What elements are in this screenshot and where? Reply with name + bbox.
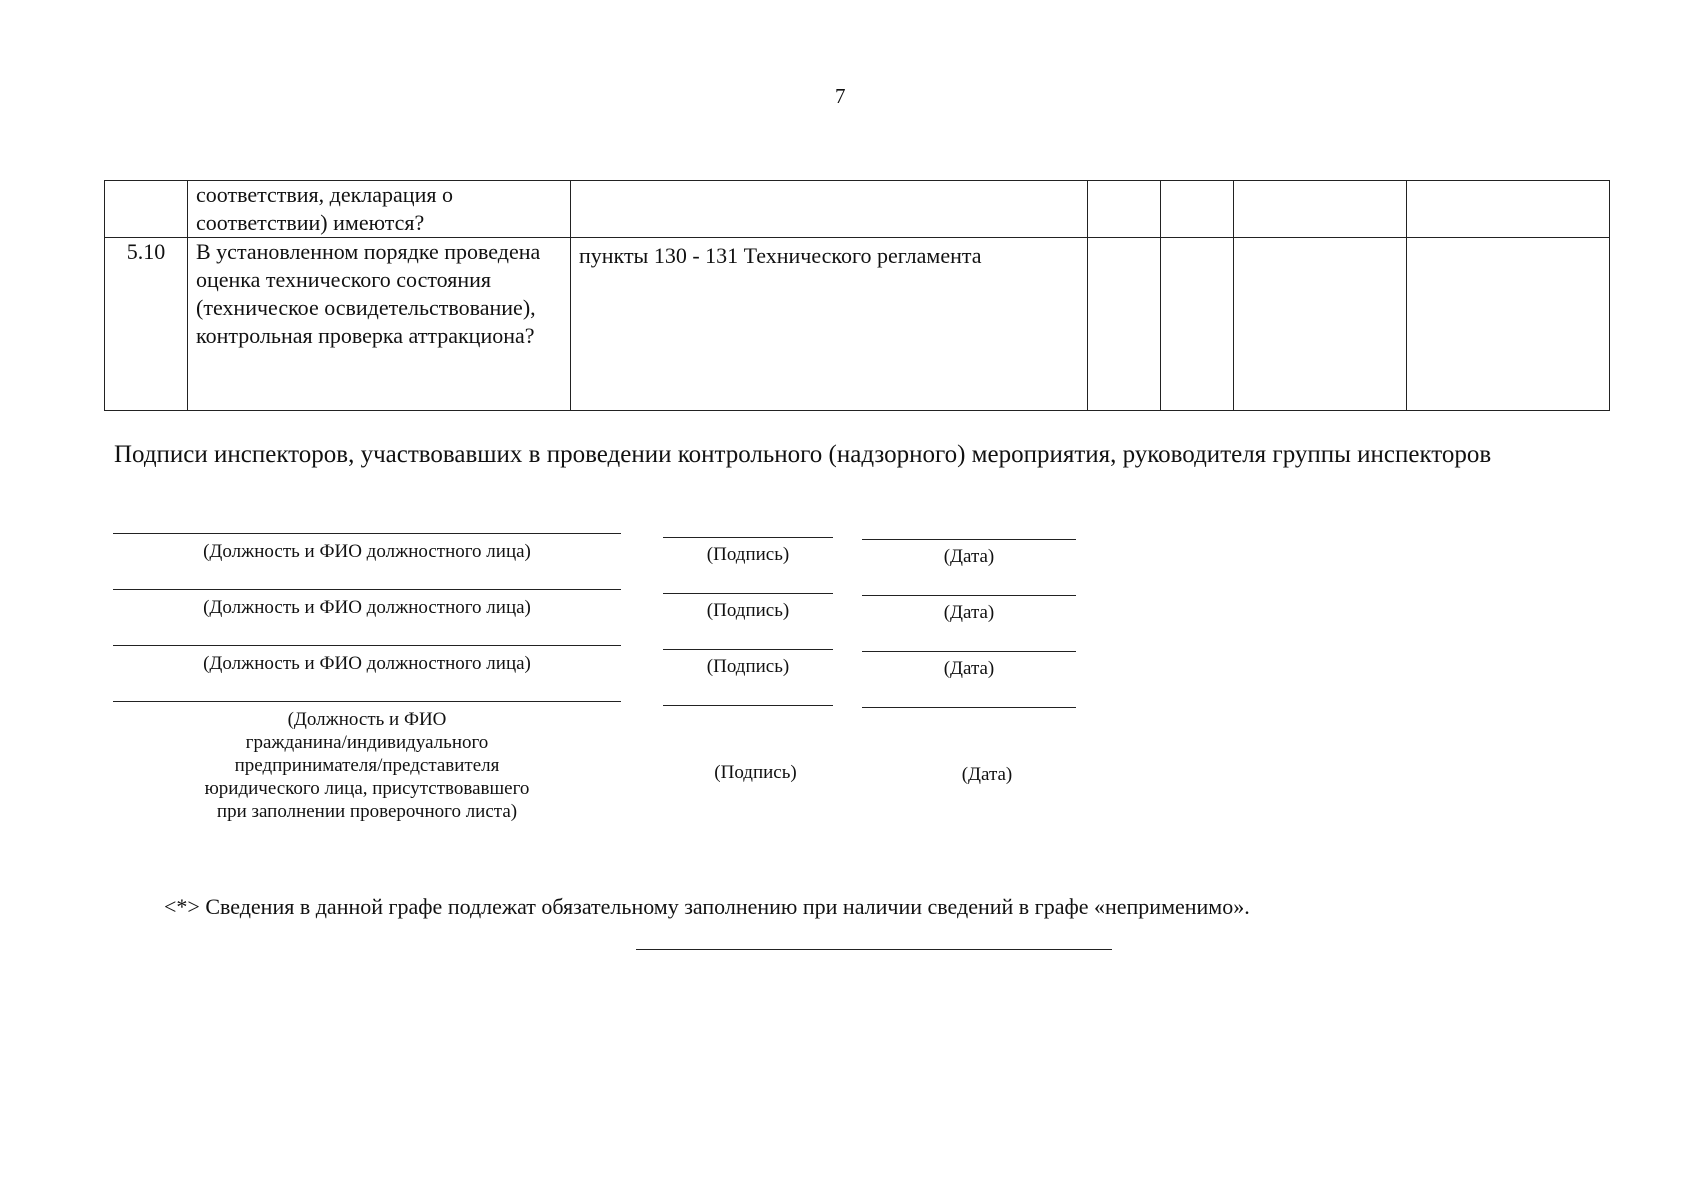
- signature-line[interactable]: [663, 537, 833, 538]
- citizen-position-caption: [113, 708, 621, 823]
- position-caption: (Должность и ФИО должностного лица): [203, 597, 531, 618]
- signature-caption: (Подпись): [706, 656, 790, 677]
- date-caption: (Дата): [961, 764, 1013, 785]
- signature-caption: (Подпись): [714, 762, 797, 783]
- caption-line: гражданина/индивидуального: [245, 732, 489, 753]
- date-line[interactable]: [862, 595, 1076, 596]
- date-line[interactable]: [862, 707, 1076, 708]
- position-signature-line[interactable]: [113, 645, 621, 646]
- caption-line: предпринимателя/представителя: [234, 755, 500, 776]
- signature-line[interactable]: [663, 593, 833, 594]
- item-number-cell: [105, 181, 188, 238]
- position-signature-line[interactable]: [113, 589, 621, 590]
- table-row: [105, 181, 1610, 238]
- caption-line: при заполнении проверочного листа): [216, 801, 518, 822]
- question-cell: В установленном порядке проведена оценка технического состояния (техническое освидетельствование), контрольная проверка аттракциона?: [188, 238, 571, 411]
- question-cell: соответствия, декларация о соответствии) имеются?: [188, 181, 571, 238]
- position-caption: (Должность и ФИО должностного лица): [203, 653, 531, 674]
- caption-line: юридического лица, присутствовавшего: [204, 778, 530, 799]
- date-caption: (Дата): [943, 546, 995, 567]
- page-number: 7: [835, 84, 846, 108]
- position-caption: (Должность и ФИО должностного лица): [203, 541, 531, 562]
- table-row: [105, 238, 1610, 411]
- note-cell[interactable]: [1407, 238, 1610, 411]
- answer-yes-cell[interactable]: [1088, 238, 1161, 411]
- position-signature-line[interactable]: [113, 533, 621, 534]
- date-caption: (Дата): [943, 658, 995, 679]
- note-cell[interactable]: [1407, 181, 1610, 238]
- footnote: <*> Сведения в данной графе подлежат обязательному заполнению при наличии сведений в графе «неприменимо».: [164, 894, 1250, 919]
- date-line[interactable]: [862, 539, 1076, 540]
- item-number-cell: 5.10: [105, 238, 188, 411]
- date-line[interactable]: [862, 651, 1076, 652]
- reference-text: пункты 130 - 131 Технического регламента: [579, 243, 982, 268]
- answer-no-cell[interactable]: [1161, 181, 1234, 238]
- reference-cell: [571, 181, 1088, 238]
- not-applicable-cell[interactable]: [1234, 238, 1407, 411]
- signatures-heading: Подписи инспекторов, участвовавших в проведении контрольного (надзорного) мероприятия, руководителя группы инспекторов: [114, 441, 1492, 468]
- answer-yes-cell[interactable]: [1088, 181, 1161, 238]
- reference-cell: [571, 238, 1088, 411]
- signature-line[interactable]: [663, 705, 833, 706]
- end-divider: [636, 949, 1112, 950]
- signature-caption: (Подпись): [706, 600, 790, 621]
- caption-line: (Должность и ФИО: [287, 709, 447, 730]
- signature-caption: (Подпись): [706, 544, 790, 565]
- position-signature-line[interactable]: [113, 701, 621, 702]
- date-caption: (Дата): [943, 602, 995, 623]
- signature-line[interactable]: [663, 649, 833, 650]
- answer-no-cell[interactable]: [1161, 238, 1234, 411]
- checklist-table: [104, 180, 1610, 411]
- not-applicable-cell[interactable]: [1234, 181, 1407, 238]
